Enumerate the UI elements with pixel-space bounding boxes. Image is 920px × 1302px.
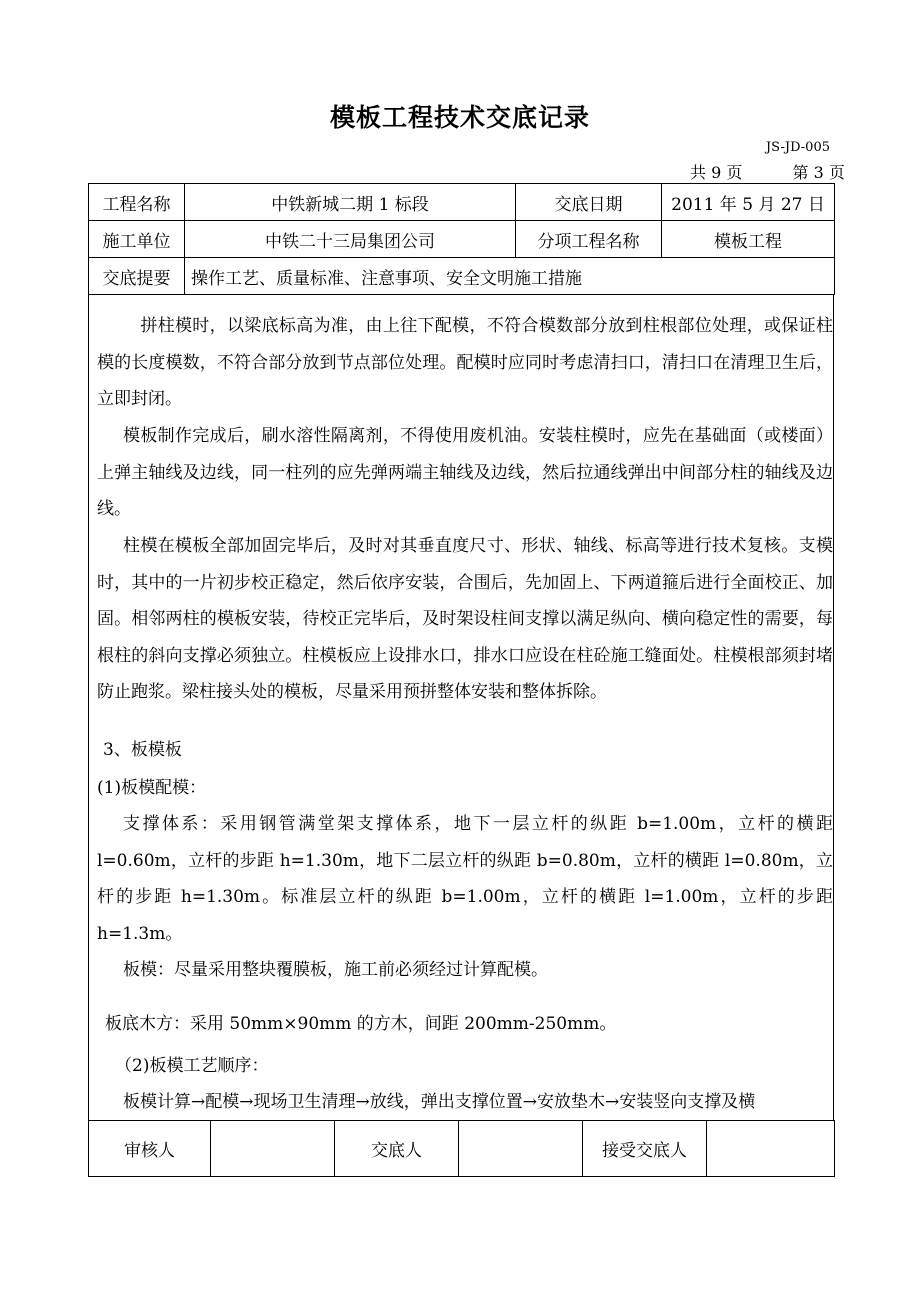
reviewer-label: 审核人 xyxy=(89,1121,211,1177)
section-heading: 3、板模板 xyxy=(103,740,182,760)
date-value: 2011 年 5 月 27 日 xyxy=(662,184,835,221)
total-pages: 共 9 页 xyxy=(690,163,743,182)
date-label: 交底日期 xyxy=(516,184,662,221)
unit-label: 施工单位 xyxy=(89,221,185,258)
page-info xyxy=(690,160,845,183)
paragraph-3: 柱模在模板全部加固完毕后，及时对其垂直度尺寸、形状、轴线、标高等进行技术复核。支模时，其中的一片初步校正稳定，然后依序安装，合围后，先加固上、下两道箍后进行全面校正、加固。相邻两柱的模板安装，待校正完毕后，及时架设柱间支撑以满足纵向、横向稳定性的需要，每根柱的斜向支撑必须独立。柱模板应上设排水口，排水口应设在柱砼施工缝面处。柱模根部须封堵防止跑浆。梁柱接头处的模板，尽量采用预拼整体安装和整体拆除。 xyxy=(97,536,833,702)
document-title: 模板工程技术交底记录 xyxy=(329,103,590,132)
paragraph-5: 板模：尽量采用整块覆膜板，施工前必须经过计算配模。 xyxy=(123,960,548,980)
receiver-value xyxy=(707,1121,835,1177)
summary-label: 交底提要 xyxy=(89,258,185,295)
sub-project-value: 模板工程 xyxy=(662,221,835,258)
paragraph-1: 拼柱模时，以梁底标高为准，由上往下配模，不符合模数部分放到柱根部位处理，或保证柱模的长度模数，不符合部分放到节点部位处理。配模时应同时考虑清扫口，清扫口在清理卫生后，立即封闭。 xyxy=(97,316,833,409)
project-value: 中铁新城二期 1 标段 xyxy=(185,184,516,221)
document-code: JS-JD-005 xyxy=(765,140,830,155)
reviewer-value xyxy=(211,1121,335,1177)
project-label: 工程名称 xyxy=(89,184,185,221)
unit-value: 中铁二十三局集团公司 xyxy=(185,221,516,258)
summary-value: 操作工艺、质量标准、注意事项、安全文明施工措施 xyxy=(185,258,835,295)
paragraph-4: 支撑体系：采用钢管满堂架支撑体系，地下一层立杆的纵距 b=1.00m，立杆的横距 l=0.60m，立杆的步距 h=1.30m，地下二层立杆的纵距 b=0.80m，立杆的横距 l=0.80m，立杆的步距 h=1.30m。标准层立杆的纵距 b=1.00m，立杆的横距 l=1.00m，立杆的步距 h=1.3m。 xyxy=(97,814,833,944)
subsection-heading-2: （2)板模工艺顺序： xyxy=(115,1056,269,1076)
header-table xyxy=(88,183,835,295)
page-number: 第 3 页 xyxy=(792,163,845,182)
receiver-label: 接受交底人 xyxy=(583,1121,707,1177)
paragraph-6: 板底木方：采用 50mm×90mm 的方木，间距 200mm-250mm。 xyxy=(105,1014,617,1034)
subsection-heading-1: (1)板模配模： xyxy=(97,778,207,798)
content-area xyxy=(88,294,834,1120)
sub-project-label: 分项工程名称 xyxy=(516,221,662,258)
paragraph-7: 板模计算→配模→现场卫生清理→放线，弹出支撑位置→安放垫木→安装竖向支撑及横 xyxy=(123,1092,756,1112)
signature-table xyxy=(88,1120,835,1177)
paragraph-2: 模板制作完成后，刷水溶性隔离剂，不得使用废机油。安装柱模时，应先在基础面（或楼面）上弹主轴线及边线，同一柱列的应先弹两端主轴线及边线，然后拉通线弹出中间部分柱的轴线及边线。 xyxy=(97,426,833,519)
discloser-label: 交底人 xyxy=(335,1121,459,1177)
discloser-value xyxy=(459,1121,583,1177)
